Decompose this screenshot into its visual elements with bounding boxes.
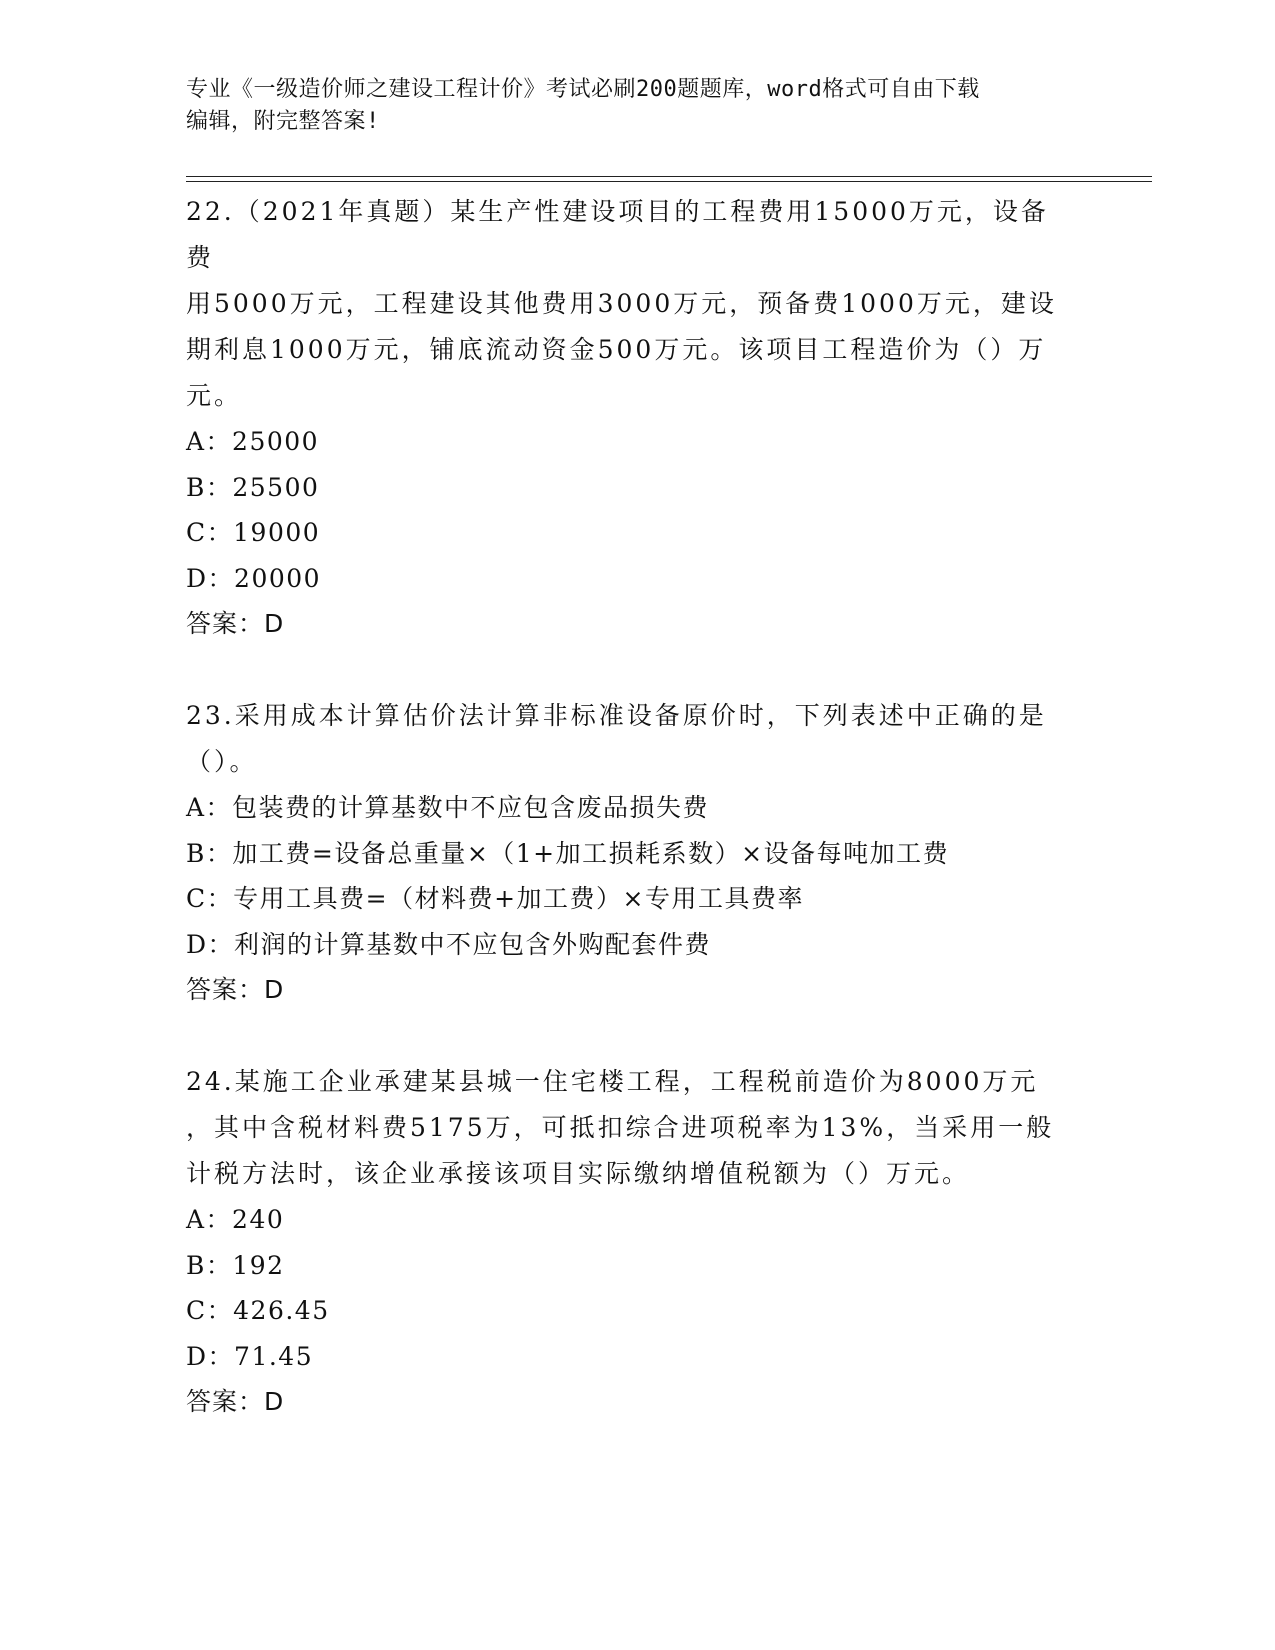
question-text <box>186 1059 1066 1197</box>
option-b: B：192 <box>186 1250 285 1280</box>
question-spacer <box>186 1013 1066 1059</box>
question-spacer <box>186 647 1066 693</box>
option-b: B：加工费=设备总重量×（1+加工损耗系数）×设备每吨加工费 <box>186 838 950 868</box>
question-text-line: 22.（2021年真题）某生产性建设项目的工程费用15000万元，设备费 <box>186 197 1049 272</box>
option-c: C：专用工具费=（材料费+加工费）×专用工具费率 <box>186 884 804 913</box>
header-divider-bottom <box>186 181 1152 182</box>
answer-label: 答案：D <box>186 975 285 1004</box>
option-c: C：19000 <box>186 518 321 547</box>
header-line-1: 专业《一级造价师之建设工程计价》考试必刷200题题库，word格式可自由下载 <box>186 77 980 102</box>
question-text-line: （）。 <box>186 747 258 776</box>
header-divider-top <box>186 176 1152 177</box>
option-a: A：包装费的计算基数中不应包含废品损失费 <box>186 793 710 822</box>
option-c: C：426.45 <box>186 1296 330 1325</box>
question-text-line: 24.某施工企业承建某县城一住宅楼工程，工程税前造价为8000万元 <box>186 1067 1039 1096</box>
question-text-line: 期利息1000万元，铺底流动资金500万元。该项目工程造价为（）万 <box>186 335 1047 364</box>
question-text-line: 用5000万元，工程建设其他费用3000万元，预备费1000万元，建设 <box>186 289 1057 318</box>
option-b: B：25500 <box>186 472 320 502</box>
header-line-2: 编辑，附完整答案! <box>186 109 380 134</box>
question-text-line: 元。 <box>186 381 243 410</box>
option-d: D：71.45 <box>186 1341 314 1371</box>
option-d: D：20000 <box>186 563 322 593</box>
question-text <box>186 693 1066 785</box>
option-a: A：240 <box>186 1205 285 1234</box>
answer-label: 答案：D <box>186 609 285 638</box>
question-text-line: ，其中含税材料费5175万，可抵扣综合进项税率为13%，当采用一般 <box>186 1113 1055 1142</box>
question-23 <box>186 693 1066 1013</box>
question-list <box>186 189 1066 1425</box>
question-text <box>186 189 1066 419</box>
question-text-line: 23.采用成本计算估价法计算非标准设备原价时，下列表述中正确的是 <box>186 701 1047 730</box>
question-text-line: 计税方法时，该企业承接该项目实际缴纳增值税额为（）万元。 <box>186 1159 971 1188</box>
document-header <box>186 74 1066 138</box>
option-a: A：25000 <box>186 427 320 456</box>
question-22 <box>186 189 1066 647</box>
option-d: D：利润的计算基数中不应包含外购配套件费 <box>186 929 712 959</box>
question-24 <box>186 1059 1066 1425</box>
answer-label: 答案：D <box>186 1387 285 1416</box>
